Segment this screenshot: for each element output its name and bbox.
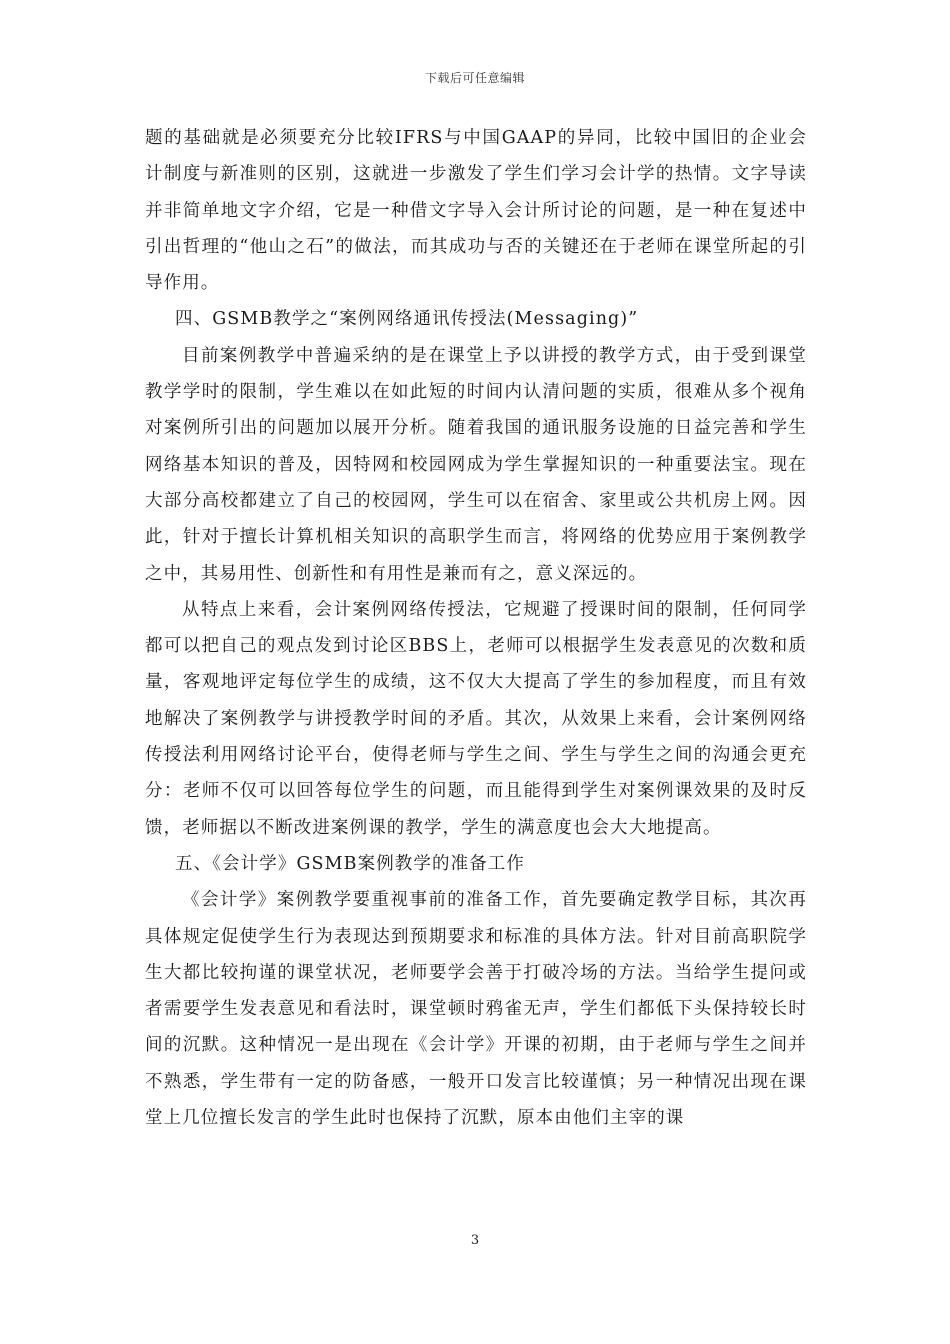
paragraph-characteristics: 从特点上来看，会计案例网络传授法，它规避了授课时间的限制，任何同学都可以把自己的观点发到讨论区BBS上，老师可以根据学生发表意见的次数和质量，客观地评定每位学生的成绩，这不仅大大提高了学生的参加程度，而且有效地解决了案例教学与讲授教学时间的矛盾。其次，从效果上来看，会计案例网络传授法利用网络讨论平台，使得老师与学生之间、学生与学生之间的沟通会更充分：老师不仅可以回答每位学生的问题，而且能得到学生对案例课效果的及时反馈，老师据以不断改进案例课的教学，学生的满意度也会大大地提高。 — [145, 599, 807, 838]
page-header: 下载后可任意编辑 — [424, 71, 525, 85]
paragraph-continuation: 题的基础就是必须要充分比较IFRS与中国GAAP的异同，比较中国旧的企业会计制度与新准则的区别，这就进一步激发了学生们学习会计学的热情。文字导读并非简单地文字介绍，它是一种借文字导入会计所讨论的问题，是一种在复述中引出哲理的“他山之石”的做法，而其成功与否的关键还在于老师在课堂所起的引导作用。 — [145, 128, 807, 294]
page-number: 3 — [470, 1233, 480, 1248]
section-heading-5: 五、《会计学》GSMB案例教学的准备工作 — [175, 853, 525, 874]
section-heading-4: 四、GSMB教学之“案例网络通讯传授法(Messaging)” — [175, 309, 639, 330]
document-body — [145, 120, 807, 1136]
paragraph-preparation: 《会计学》案例教学要重视事前的准备工作，首先要确定教学目标，其次再具体规定促使学生行为表现达到预期要求和标准的具体方法。针对目前高职院学生大都比较拘谨的课堂状况，老师要学会善于打破冷场的方法。当给学生提问或者需要学生发表意见和看法时，课堂顿时鸦雀无声，学生们都低下头保持较长时间的沉默。这种情况一是出现在《会计学》开课的初期，由于老师与学生之间并不熟悉，学生带有一定的防备感，一般开口发言比较谨慎；另一种情况出现在课堂上几位擅长发言的学生此时也保持了沉默，原本由他们主宰的课 — [145, 890, 807, 1129]
paragraph-case-teaching: 目前案例教学中普遍采纳的是在课堂上予以讲授的教学方式，由于受到课堂教学学时的限制，学生难以在如此短的时间内认清问题的实质，很难从多个视角对案例所引出的问题加以展开分析。随着我国的通讯服务设施的日益完善和学生网络基本知识的普及，因特网和校园网成为学生掌握知识的一种重要法宝。现在大部分高校都建立了自己的校园网，学生可以在宿舍、家里或公共机房上网。因此，针对于擅长计算机相关知识的高职学生而言，将网络的优势应用于案例教学之中，其易用性、创新性和有用性是兼而有之，意义深远的。 — [145, 345, 807, 584]
